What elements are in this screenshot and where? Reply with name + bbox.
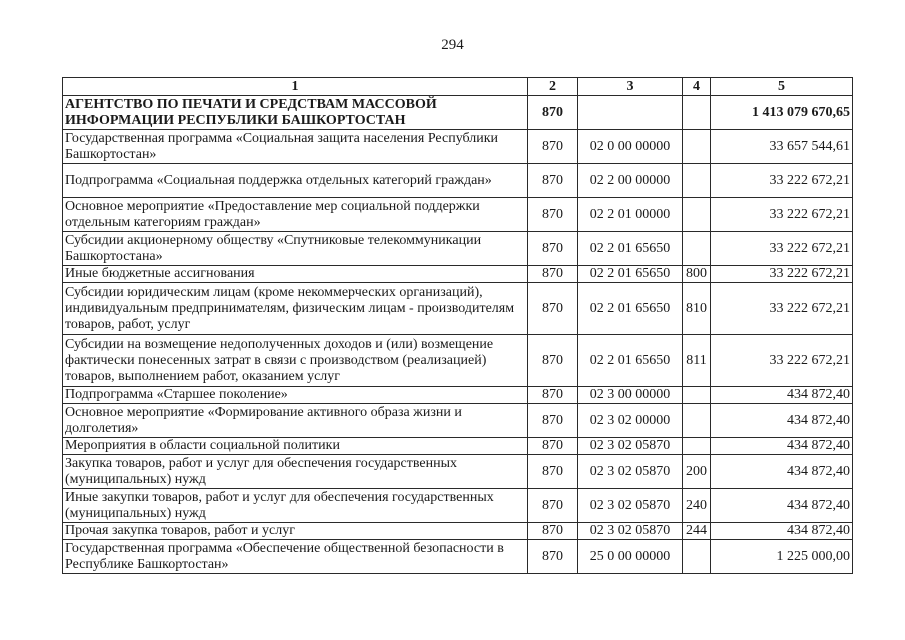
row-target-article-cell: 02 2 01 00000 [578,198,683,232]
row-ministry-code-cell: 870 [528,387,578,404]
row-ministry-code-cell: 870 [528,232,578,266]
row-expense-type-cell: 244 [683,523,711,540]
budget-table [62,77,853,574]
table-row [63,335,853,387]
row-amount-cell: 434 872,40 [711,438,853,455]
row-target-article-cell: 02 0 00 00000 [578,130,683,164]
row-name-cell: Закупка товаров, работ и услуг для обеспечения государственных (муниципальных) нужд [63,455,528,489]
row-name-cell: Основное мероприятие «Формирование активного образа жизни и долголетия» [63,404,528,438]
row-expense-type-cell [683,96,711,130]
row-ministry-code-cell: 870 [528,96,578,130]
table-row [63,266,853,283]
row-name-cell: Подпрограмма «Старшее поколение» [63,387,528,404]
row-target-article-cell: 02 2 01 65650 [578,266,683,283]
row-amount-cell: 33 657 544,61 [711,130,853,164]
row-target-article-cell: 25 0 00 00000 [578,540,683,574]
row-amount-cell: 33 222 672,21 [711,335,853,387]
row-expense-type-cell: 811 [683,335,711,387]
header-col-1: 1 [63,78,528,96]
row-ministry-code-cell: 870 [528,455,578,489]
table-row [63,96,853,130]
row-target-article-cell: 02 2 01 65650 [578,232,683,266]
row-expense-type-cell [683,540,711,574]
row-ministry-code-cell: 870 [528,404,578,438]
row-amount-cell: 33 222 672,21 [711,232,853,266]
row-amount-cell: 434 872,40 [711,523,853,540]
table-row [63,540,853,574]
row-expense-type-cell: 810 [683,283,711,335]
row-target-article-cell: 02 3 02 05870 [578,438,683,455]
row-amount-cell: 434 872,40 [711,387,853,404]
row-amount-cell: 1 413 079 670,65 [711,96,853,130]
row-expense-type-cell: 200 [683,455,711,489]
row-expense-type-cell [683,130,711,164]
row-name-cell: Основное мероприятие «Предоставление мер социальной поддержки отдельным категориям граждан» [63,198,528,232]
table-row [63,232,853,266]
row-target-article-cell: 02 3 02 05870 [578,523,683,540]
row-name-cell: Субсидии акционерному обществу «Спутниковые телекоммуникации Башкортостана» [63,232,528,266]
table-row [63,455,853,489]
row-ministry-code-cell: 870 [528,438,578,455]
table-row [63,283,853,335]
row-ministry-code-cell: 870 [528,164,578,198]
header-col-3: 3 [578,78,683,96]
row-target-article-cell: 02 2 01 65650 [578,283,683,335]
row-ministry-code-cell: 870 [528,489,578,523]
row-expense-type-cell [683,198,711,232]
row-expense-type-cell: 800 [683,266,711,283]
row-target-article-cell: 02 2 00 00000 [578,164,683,198]
row-amount-cell: 1 225 000,00 [711,540,853,574]
row-name-cell: Государственная программа «Обеспечение общественной безопасности в Республике Башкортостан» [63,540,528,574]
row-expense-type-cell [683,438,711,455]
row-target-article-cell [578,96,683,130]
row-amount-cell: 33 222 672,21 [711,266,853,283]
row-expense-type-cell [683,387,711,404]
row-name-cell: АГЕНТСТВО ПО ПЕЧАТИ И СРЕДСТВАМ МАССОВОЙ ИНФОРМАЦИИ РЕСПУБЛИКИ БАШКОРТОСТАН [63,96,528,130]
row-ministry-code-cell: 870 [528,540,578,574]
row-name-cell: Иные закупки товаров, работ и услуг для обеспечения государственных (муниципальных) нужд [63,489,528,523]
row-target-article-cell: 02 3 02 05870 [578,489,683,523]
table-row [63,130,853,164]
row-name-cell: Субсидии юридическим лицам (кроме некоммерческих организаций), индивидуальным предпринимателям, физическим лицам - производителям товаров, работ, услуг [63,283,528,335]
row-name-cell: Государственная программа «Социальная защита населения Республики Башкортостан» [63,130,528,164]
row-ministry-code-cell: 870 [528,283,578,335]
row-target-article-cell: 02 3 02 00000 [578,404,683,438]
row-amount-cell: 434 872,40 [711,455,853,489]
row-expense-type-cell [683,232,711,266]
row-name-cell: Подпрограмма «Социальная поддержка отдельных категорий граждан» [63,164,528,198]
row-amount-cell: 33 222 672,21 [711,198,853,232]
table-row [63,404,853,438]
header-col-2: 2 [528,78,578,96]
header-col-4: 4 [683,78,711,96]
row-name-cell: Субсидии на возмещение недополученных доходов и (или) возмещение фактически понесенных затрат в связи с производством (реализацией) товаров, выполнением работ, оказанием услуг [63,335,528,387]
row-expense-type-cell: 240 [683,489,711,523]
row-ministry-code-cell: 870 [528,266,578,283]
table-row [63,164,853,198]
row-amount-cell: 434 872,40 [711,489,853,523]
row-target-article-cell: 02 2 01 65650 [578,335,683,387]
row-expense-type-cell [683,164,711,198]
table-row [63,523,853,540]
row-amount-cell: 33 222 672,21 [711,164,853,198]
row-target-article-cell: 02 3 02 05870 [578,455,683,489]
table-row [63,387,853,404]
table-body [63,96,853,574]
row-amount-cell: 434 872,40 [711,404,853,438]
table-row [63,489,853,523]
row-name-cell: Иные бюджетные ассигнования [63,266,528,283]
row-ministry-code-cell: 870 [528,523,578,540]
table-row [63,198,853,232]
row-amount-cell: 33 222 672,21 [711,283,853,335]
header-col-5: 5 [711,78,853,96]
row-ministry-code-cell: 870 [528,130,578,164]
table-row [63,438,853,455]
page-number: 294 [441,37,464,53]
row-name-cell: Мероприятия в области социальной политики [63,438,528,455]
row-expense-type-cell [683,404,711,438]
row-name-cell: Прочая закупка товаров, работ и услуг [63,523,528,540]
row-ministry-code-cell: 870 [528,335,578,387]
table-header-row [63,78,853,96]
row-ministry-code-cell: 870 [528,198,578,232]
row-target-article-cell: 02 3 00 00000 [578,387,683,404]
